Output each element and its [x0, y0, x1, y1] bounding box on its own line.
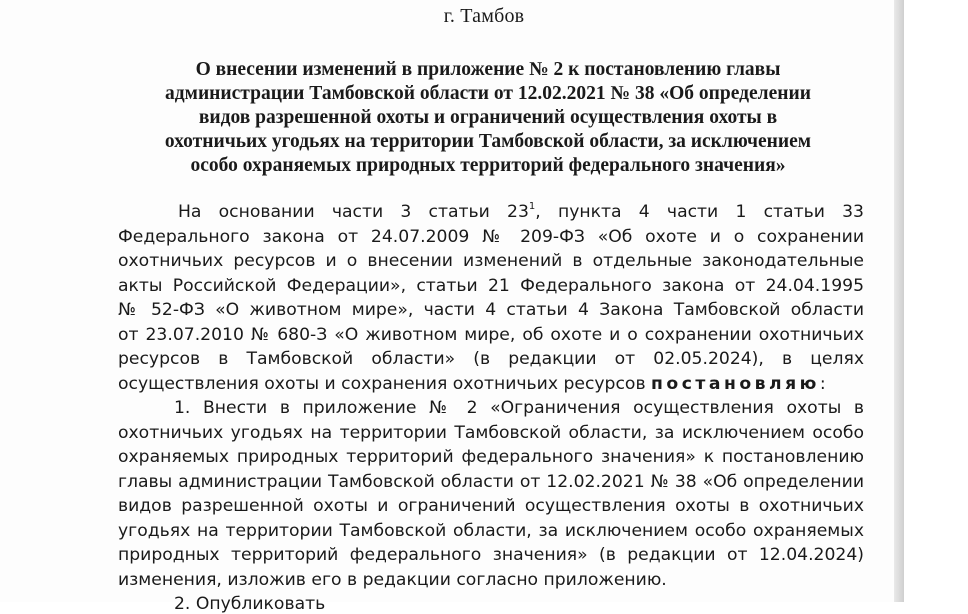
text-fragment: :	[819, 373, 826, 394]
paragraph-1-line: акты Российской Федерации», статьи 21 Федерального закона от 24.04.1995	[118, 275, 864, 296]
superscript: 1	[528, 201, 536, 212]
paragraph-1-line	[118, 372, 864, 397]
paragraph-1-line	[118, 200, 864, 225]
paragraph-1-line: № 52-ФЗ «О животном мире», части 4 статьи 4 Закона Тамбовской области	[118, 300, 864, 320]
paragraph-2-line: природных территорий федерального значения» (в редакции от 12.04.2024)	[118, 545, 864, 565]
cut-off-line: 2. Опубликовать	[174, 594, 326, 614]
title-line: администрации Тамбовской области от 12.02.2021 № 38 «Об определении	[165, 83, 811, 104]
paragraph-1-line: охотничьих ресурсов и о внесении изменений в отдельные законодательные	[118, 251, 864, 271]
title-line: охотничьих угодьях на территории Тамбовской области, за исключением	[164, 131, 812, 152]
paragraph-1-line: Федерального закона от 24.07.2009 № 209-ФЗ «Об охоте и о сохранении	[118, 226, 864, 247]
paragraph-1-line: ресурсов в Тамбовской области» (в редакции от 02.05.2024), в целях	[118, 349, 864, 369]
title-line: особо охраняемых природных территорий федерального значения»	[190, 155, 786, 176]
text-fragment: , пункта 4 части 1 статьи 33	[535, 202, 864, 222]
paragraph-2-line: охраняемых природных территорий федерального значения» к постановлению	[118, 447, 864, 467]
paragraph-2-line: охотничьих угодьях на территории Тамбовской области, за исключением особо	[118, 422, 864, 443]
paragraph-2-line: изменения, изложив его в редакции согласно приложению.	[118, 569, 667, 590]
title-line: О внесении изменений в приложение № 2 к постановлению главы	[195, 59, 781, 80]
decree-word: постановляю	[651, 373, 820, 394]
paragraph-2-line: 1. Внести в приложение № 2 «Ограничения осуществления охоты в	[174, 398, 864, 418]
paragraph-2-line: угодьях на территории Тамбовской области, за исключением особо охраняемых	[118, 520, 864, 541]
paragraph-1-line: от 23.07.2010 № 680-З «О животном мире, об охоте и о сохранении охотничьих	[118, 324, 864, 345]
document-title	[118, 58, 858, 178]
title-line: видов разрешенной охоты и ограничений осуществления охоты в	[198, 107, 778, 128]
text-fragment: осуществления охоты и сохранения охотничьих ресурсов	[118, 373, 652, 394]
city-heading: г. Тамбов	[443, 5, 525, 27]
text-fragment: На основании части 3 статьи 23	[178, 202, 529, 222]
document-body	[118, 200, 864, 592]
scan-edge	[894, 0, 904, 602]
paragraph-2-line: видов разрешенной охоты и ограничений осуществления охоты в охотничьих	[118, 496, 864, 516]
paragraph-2-line: главы администрации Тамбовской области от 12.02.2021 № 38 «Об определении	[118, 471, 864, 492]
